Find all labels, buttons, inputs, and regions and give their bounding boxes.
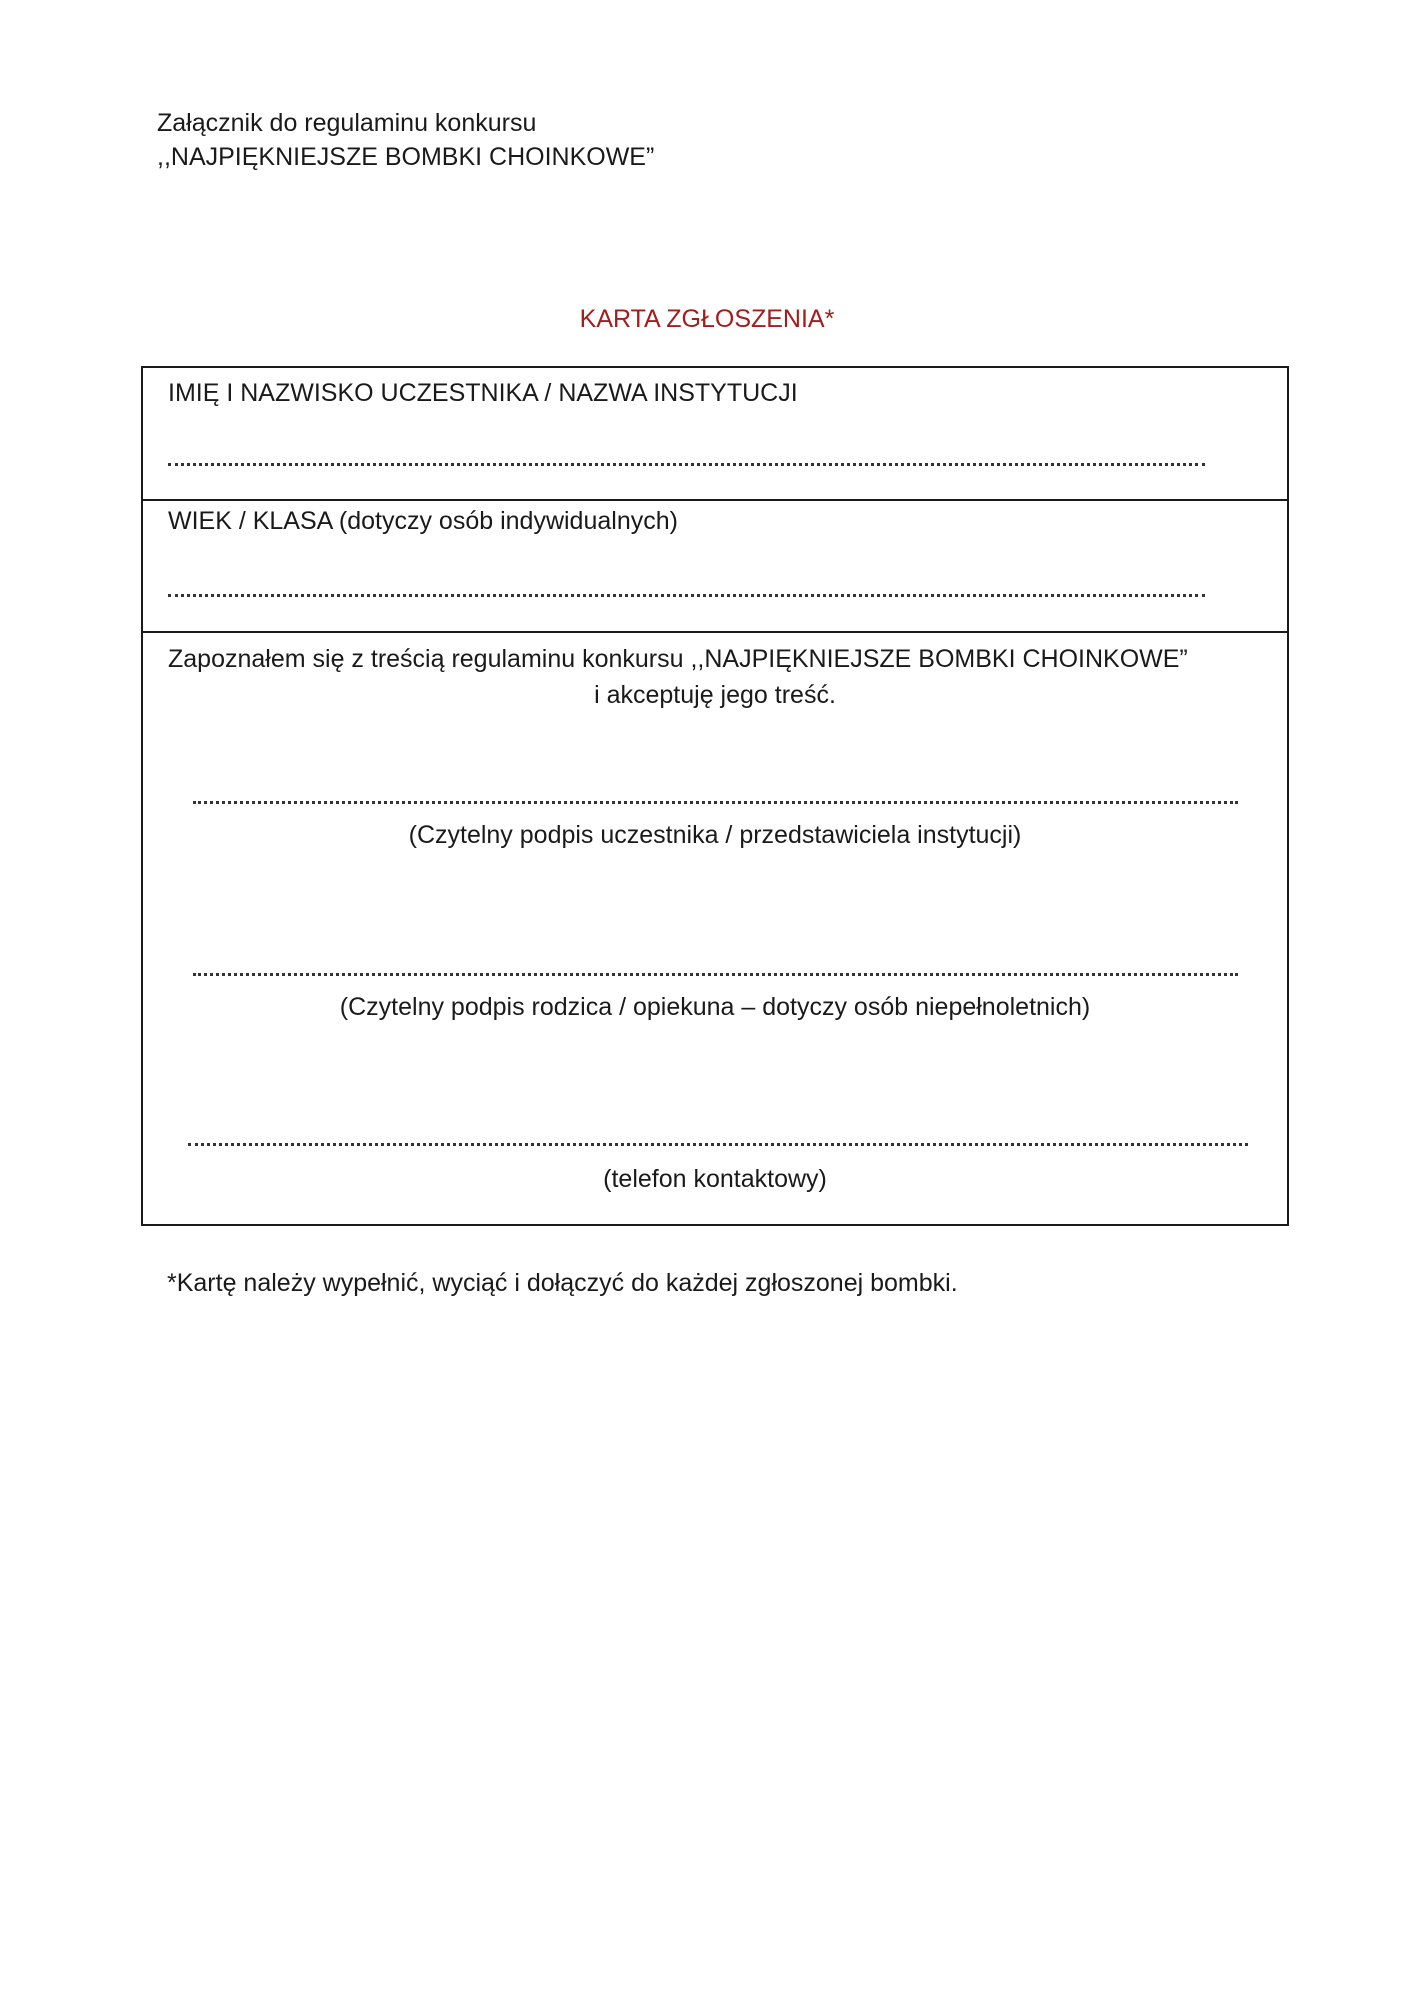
entry-form-table [141,366,1289,1226]
annex-line-2: ,,NAJPIĘKNIEJSZE BOMBKI CHOINKOWE” [157,143,655,171]
name-input-line[interactable] [168,463,1205,466]
parent-signature-line[interactable] [193,973,1238,976]
annex-header [157,106,654,174]
footnote: *Kartę należy wypełnić, wyciąć i dołączyć do każdej zgłoszonej bombki. [167,1269,958,1297]
consent-line-1: Zapoznałem się z treścią regulaminu konkursu ,,NAJPIĘKNIEJSZE BOMBKI CHOINKOWE” [168,645,1188,673]
participant-signature-line[interactable] [193,801,1238,804]
annex-line-1: Załącznik do regulaminu konkursu [157,109,537,137]
age-field-label: WIEK / KLASA (dotyczy osób indywidualnych) [168,507,678,535]
parent-signature-caption: (Czytelny podpis rodzica / opiekuna – dotyczy osób niepełnoletnich) [339,993,1091,1021]
name-row [143,368,1287,501]
form-title: KARTA ZGŁOSZENIA* [579,305,835,333]
name-field-label: IMIĘ I NAZWISKO UCZESTNIKA / NAZWA INSTYTUCJI [168,379,798,407]
age-input-line[interactable] [168,594,1205,597]
phone-caption: (telefon kontaktowy) [603,1165,827,1193]
age-row [143,501,1287,633]
consent-row [143,633,1287,1224]
participant-signature-caption: (Czytelny podpis uczestnika / przedstawiciela instytucji) [408,821,1022,849]
consent-statement [168,641,1262,713]
consent-line-2: i akceptuję jego treść. [594,681,836,709]
phone-input-line[interactable] [188,1143,1248,1146]
